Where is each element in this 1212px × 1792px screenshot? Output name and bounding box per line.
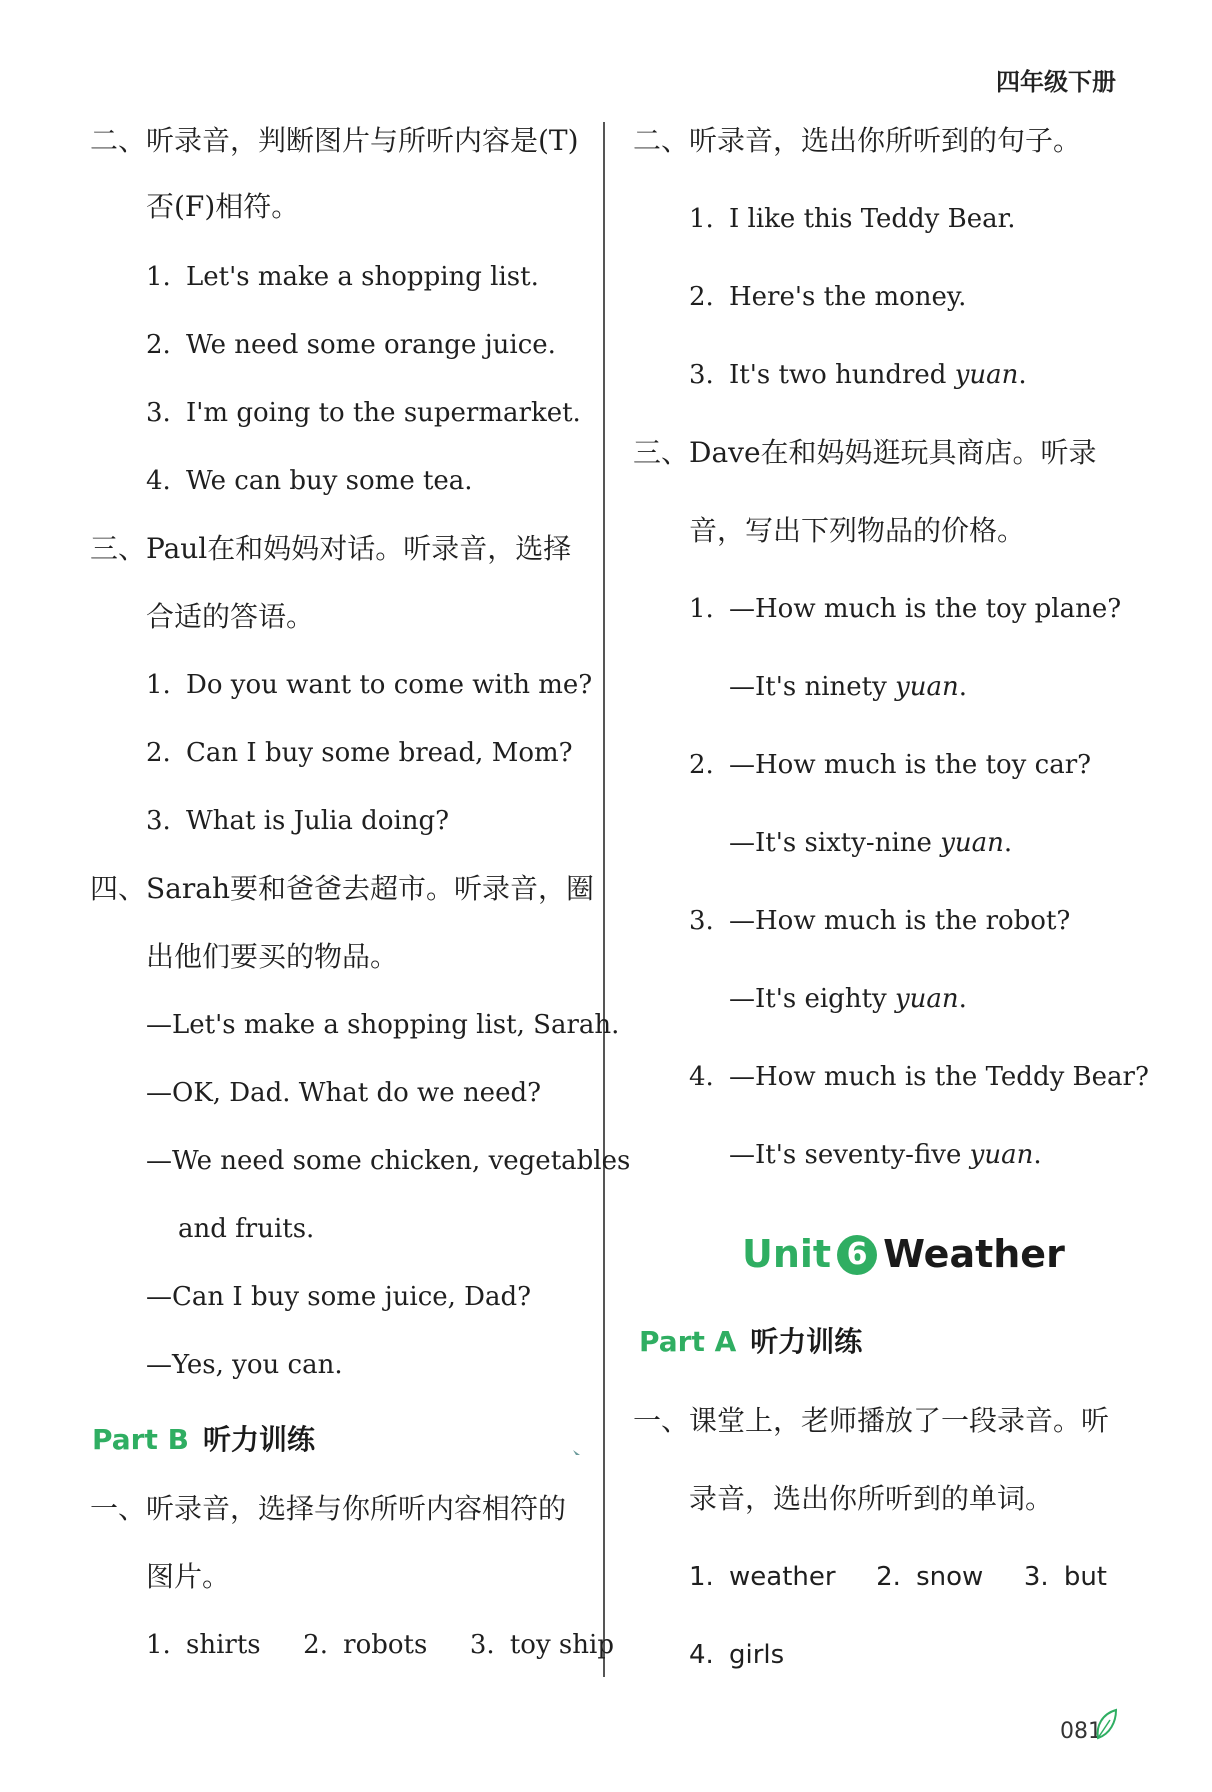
- list-item: [689, 358, 1027, 392]
- item-text: It's two hundred: [729, 360, 955, 390]
- item-text: Let's make a shopping list.: [186, 262, 539, 292]
- arrow-mark-icon: [572, 1449, 582, 1459]
- item-text: Here's the money.: [729, 282, 967, 312]
- item-number: 1.: [146, 262, 171, 292]
- list-item: [689, 280, 966, 314]
- item-answer: —It's ninety: [729, 672, 896, 702]
- item-number: 3.: [689, 360, 714, 390]
- list-item: [146, 260, 539, 294]
- item-number: 1.: [689, 204, 714, 234]
- answer-line: [729, 1138, 1042, 1172]
- left-s3-heading-1: 三、Paul在和妈妈对话。听录音，选择: [90, 532, 572, 565]
- left-s2-heading-1: 二、听录音，判断图片与所听内容是(T): [90, 124, 579, 157]
- list-item: [146, 328, 556, 362]
- item-end: .: [1003, 828, 1013, 858]
- item-answer: —It's seventy-five: [729, 1140, 970, 1170]
- unit-title: [742, 1232, 1065, 1276]
- page-number: 081: [1060, 1719, 1102, 1744]
- item-text: robots: [343, 1630, 428, 1660]
- right-s3-heading-1: 三、Dave在和妈妈逛玩具商店。听录: [633, 436, 1097, 469]
- item-italic: yuan: [894, 984, 959, 1014]
- item-number: 3.: [146, 398, 171, 428]
- left-sb1-heading-1: 一、听录音，选择与你所听内容相符的: [90, 1492, 567, 1525]
- answer-line: [729, 982, 967, 1016]
- item-number: 1.: [689, 594, 714, 624]
- item-text: shirts: [186, 1630, 261, 1660]
- item-text: We need some orange juice.: [186, 330, 556, 360]
- item-number: 2.: [146, 330, 171, 360]
- left-s4-heading-2: 出他们要买的物品。: [146, 940, 399, 973]
- item-number: 1.: [689, 1562, 714, 1592]
- right-s1-heading-2: 录音，选出你所听到的单词。: [689, 1482, 1054, 1515]
- dialogue-line: and fruits.: [178, 1214, 315, 1244]
- list-item: [689, 1560, 1107, 1594]
- part-a-subtitle: 听力训练: [750, 1325, 863, 1358]
- item-number: 2.: [146, 738, 171, 768]
- right-s1-heading-1: 一、课堂上，老师播放了一段录音。听: [633, 1404, 1110, 1437]
- item-text: girls: [729, 1640, 785, 1670]
- answer-line: [729, 670, 967, 704]
- item-number: 4.: [689, 1640, 714, 1670]
- list-item: [146, 464, 473, 498]
- item-question: —How much is the toy plane?: [729, 594, 1122, 624]
- unit-name: Weather: [883, 1232, 1065, 1276]
- item-text: Do you want to come with me?: [186, 670, 593, 700]
- left-s3-heading-2: 合适的答语。: [146, 600, 315, 633]
- item-number: 1.: [146, 1630, 171, 1660]
- item-end: .: [1018, 360, 1027, 390]
- item-number: 3.: [689, 906, 714, 936]
- item-number: 2.: [303, 1630, 328, 1660]
- column-divider: [603, 122, 605, 1677]
- item-number: 3.: [146, 806, 171, 836]
- right-s3-heading-2: 音，写出下列物品的价格。: [689, 514, 1026, 547]
- item-question: —How much is the robot?: [729, 906, 1071, 936]
- part-b-label: Part B: [92, 1423, 189, 1456]
- dialogue-line: —Let's make a shopping list, Sarah.: [146, 1010, 620, 1040]
- list-item: [146, 668, 592, 702]
- answer-line: [729, 826, 1012, 860]
- item-text: What is Julia doing?: [186, 806, 450, 836]
- item-italic: yuan: [940, 828, 1004, 858]
- item-number: 4.: [146, 466, 171, 496]
- item-italic: yuan: [895, 672, 959, 702]
- dialogue-line: —We need some chicken, vegetables: [146, 1146, 631, 1176]
- item-question: —How much is the toy car?: [729, 750, 1092, 780]
- item-text: but: [1063, 1562, 1108, 1592]
- item-number: 3.: [469, 1630, 495, 1660]
- unit-word: Unit: [742, 1232, 832, 1276]
- left-s2-heading-2: 否(F)相符。: [146, 190, 300, 223]
- item-answer: —It's sixty-nine: [729, 828, 941, 858]
- part-a-title: [639, 1320, 862, 1360]
- item-text: I like this Teddy Bear.: [729, 204, 1016, 234]
- item-number: 1.: [146, 670, 171, 700]
- dialogue-line: —OK, Dad. What do we need?: [146, 1078, 542, 1108]
- dialogue-line: —Can I buy some juice, Dad?: [146, 1282, 532, 1312]
- question-line: [689, 1060, 1149, 1094]
- item-text: We can buy some tea.: [186, 466, 473, 496]
- leaf-icon: [1094, 1708, 1120, 1742]
- item-number: 2.: [876, 1562, 901, 1592]
- item-number: 3.: [1023, 1562, 1049, 1592]
- item-italic: yuan: [954, 360, 1019, 390]
- item-number: 2.: [689, 750, 714, 780]
- grade-label: 四年级下册: [996, 68, 1116, 96]
- dialogue-line: —Yes, you can.: [146, 1350, 343, 1380]
- question-line: [689, 748, 1091, 782]
- list-item: [146, 396, 581, 430]
- left-s4-heading-1: 四、Sarah要和爸爸去超市。听录音，圈: [90, 872, 594, 905]
- part-b-title: [92, 1418, 315, 1458]
- item-text: toy ship: [509, 1630, 614, 1660]
- item-text: I'm going to the supermarket.: [186, 398, 581, 428]
- item-end: .: [958, 984, 967, 1014]
- question-line: [689, 904, 1070, 938]
- question-line: [689, 592, 1121, 626]
- unit-number-badge: 6: [837, 1235, 877, 1275]
- left-sb1-heading-2: 图片。: [146, 1560, 231, 1593]
- item-text: Can I buy some bread, Mom?: [186, 738, 573, 768]
- item-text: weather: [729, 1562, 836, 1592]
- item-number: 4.: [689, 1062, 714, 1092]
- item-question: —How much is the Teddy Bear?: [729, 1062, 1149, 1092]
- list-item: [146, 736, 573, 770]
- item-number: 2.: [689, 282, 714, 312]
- item-text: snow: [916, 1562, 984, 1592]
- list-item: [146, 1628, 614, 1662]
- list-item: [689, 202, 1015, 236]
- list-item: [146, 804, 449, 838]
- part-a-label: Part A: [639, 1325, 737, 1358]
- item-end: .: [958, 672, 968, 702]
- part-b-subtitle: 听力训练: [202, 1423, 315, 1456]
- right-s2-heading: 二、听录音，选出你所听到的句子。: [633, 124, 1082, 157]
- list-item: [689, 1638, 784, 1672]
- item-end: .: [1033, 1140, 1042, 1170]
- item-italic: yuan: [969, 1140, 1034, 1170]
- item-answer: —It's eighty: [729, 984, 895, 1014]
